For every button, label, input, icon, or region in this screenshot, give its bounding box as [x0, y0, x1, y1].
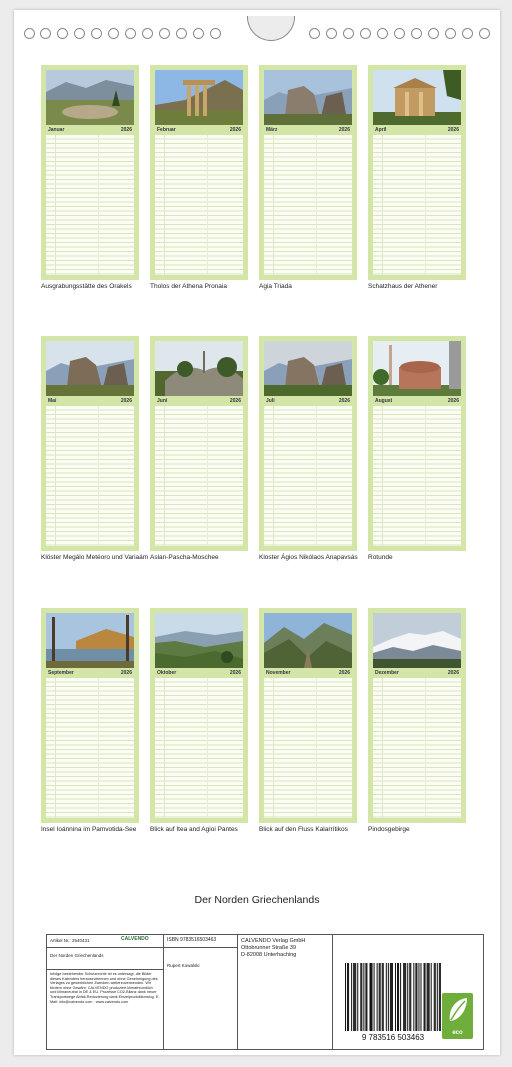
month-year: 2026: [229, 127, 241, 133]
calendar-sheet: [14, 10, 500, 1055]
divider: [47, 969, 163, 970]
month-photo: [46, 341, 134, 396]
photo-caption: Agia Triada: [259, 283, 292, 290]
month-photo-image: [46, 70, 134, 125]
photo-caption: Pindosgebirge: [368, 826, 410, 833]
month-year: 2026: [229, 398, 241, 404]
month-year: 2026: [120, 398, 132, 404]
photo-caption: Blick auf Itea and Agioi Pantes: [150, 826, 238, 833]
photo-caption: Ausgrabungsstätte des Orakels: [41, 283, 132, 290]
month-page: [41, 65, 139, 280]
month-header: [155, 669, 243, 677]
month-page: [150, 608, 248, 823]
month-name: Februar: [157, 127, 176, 133]
barcode-bar: [416, 963, 417, 1031]
month-photo-image: [155, 70, 243, 125]
barcode-bar: [403, 963, 404, 1031]
barcode-bar: [357, 963, 358, 1031]
barcode-bar: [398, 963, 399, 1031]
barcode-bar: [383, 963, 384, 1031]
barcode-bar: [424, 963, 425, 1031]
barcode-bar: [361, 963, 362, 1031]
month-header: [155, 397, 243, 405]
barcode-bar: [434, 963, 435, 1031]
binding-hole: [125, 28, 136, 39]
day-grid: [264, 678, 352, 818]
binding-hole: [309, 28, 320, 39]
barcode-bar: [425, 963, 426, 1031]
month-header: [373, 669, 461, 677]
month-year: 2026: [338, 398, 350, 404]
month-header: [373, 126, 461, 134]
binding-hole: [326, 28, 337, 39]
binding-hole: [210, 28, 221, 39]
leaf-icon: [442, 993, 473, 1027]
day-grid: [264, 135, 352, 275]
month-photo-image: [373, 70, 461, 125]
photo-caption: Aslan-Pascha-Moschee: [150, 554, 219, 561]
month-page: [259, 608, 357, 823]
barcode-bar: [354, 963, 355, 1031]
month-header: [46, 669, 134, 677]
day-grid: [46, 678, 134, 818]
photo-caption: Insel Ioánnina im Pamvotida-See: [41, 826, 137, 833]
barcode-bar: [366, 963, 367, 1031]
barcode-bar: [347, 963, 348, 1031]
month-year: 2026: [338, 670, 350, 676]
barcode-bar: [360, 963, 361, 1031]
day-grid: [373, 406, 461, 546]
month-photo-image: [46, 341, 134, 396]
month-name: März: [266, 127, 278, 133]
product-info-box: [46, 934, 484, 1050]
binding-hole: [479, 28, 490, 39]
month-page: [259, 65, 357, 280]
binding-hole: [142, 28, 153, 39]
binding-hole: [108, 28, 119, 39]
binding-hole: [176, 28, 187, 39]
binding-hole: [74, 28, 85, 39]
month-name: Juli: [266, 398, 275, 404]
binding-hole: [343, 28, 354, 39]
binding-hole: [159, 28, 170, 39]
month-year: 2026: [120, 670, 132, 676]
month-year: 2026: [447, 398, 459, 404]
barcode-bar: [372, 963, 373, 1031]
month-page: [150, 336, 248, 551]
month-photo-image: [373, 613, 461, 668]
barcode-bar: [371, 963, 372, 1031]
day-grid: [46, 406, 134, 546]
barcode-bar: [404, 963, 405, 1031]
barcode-bar: [386, 963, 387, 1031]
month-name: Juni: [157, 398, 168, 404]
day-grid: [46, 135, 134, 275]
barcode-bar: [355, 963, 356, 1031]
isbn-barcode: [339, 961, 447, 1043]
calvendo-logo: CALVENDO: [121, 936, 149, 942]
barcode-bar: [369, 963, 370, 1031]
month-photo-image: [373, 341, 461, 396]
barcode-bar: [409, 963, 410, 1031]
binding-hole: [193, 28, 204, 39]
month-photo-image: [264, 70, 352, 125]
month-header: [264, 669, 352, 677]
binding-hole: [91, 28, 102, 39]
month-photo-image: [264, 341, 352, 396]
month-page: [150, 65, 248, 280]
binding-hole: [40, 28, 51, 39]
photo-caption: Klöster Megálo Metéoro und Variaám: [41, 554, 149, 561]
barcode-bar: [351, 963, 352, 1031]
month-header: [264, 397, 352, 405]
divider: [163, 935, 164, 1049]
month-photo: [264, 70, 352, 125]
barcode-bar: [353, 963, 354, 1031]
divider: [163, 947, 237, 948]
barcode-bar: [428, 963, 429, 1031]
barcode-bar: [437, 963, 438, 1031]
barcode-bar: [397, 963, 398, 1031]
month-page: [259, 336, 357, 551]
barcode-number: 9 783516 503463: [361, 1033, 425, 1042]
month-year: 2026: [229, 670, 241, 676]
day-grid: [373, 135, 461, 275]
month-photo-image: [264, 613, 352, 668]
barcode-bar: [390, 963, 391, 1031]
barcode-bar: [407, 963, 408, 1031]
barcode-bar: [392, 963, 393, 1031]
month-photo: [155, 613, 243, 668]
binding-hole: [57, 28, 68, 39]
month-photo: [373, 70, 461, 125]
binding-hole: [428, 28, 439, 39]
barcode-bar: [391, 963, 392, 1031]
month-photo-image: [155, 613, 243, 668]
photo-caption: Schatzhaus der Athener: [368, 283, 438, 290]
binding-hole: [377, 28, 388, 39]
barcode-bar: [415, 963, 416, 1031]
month-photo: [46, 613, 134, 668]
binding-hole: [24, 28, 35, 39]
barcode-bar: [427, 963, 428, 1031]
month-year: 2026: [338, 127, 350, 133]
barcode-bar: [379, 963, 380, 1031]
barcode-bar: [431, 963, 432, 1031]
month-header: [264, 126, 352, 134]
month-photo: [155, 341, 243, 396]
month-page: [41, 336, 139, 551]
month-header: [46, 397, 134, 405]
barcode-bar: [388, 963, 389, 1031]
barcode-bar: [413, 963, 414, 1031]
publisher-street: Ottobrunner Straße 39: [241, 945, 297, 951]
month-name: Januar: [48, 127, 65, 133]
article-number: Artikel Nr.: 2540431: [50, 938, 90, 943]
month-photo: [264, 341, 352, 396]
publisher-name: CALVENDO Verlag GmbH: [241, 938, 306, 944]
month-page: [368, 608, 466, 823]
divider: [237, 935, 238, 1049]
month-photo-image: [155, 341, 243, 396]
barcode-bar: [345, 963, 346, 1031]
month-photo: [46, 70, 134, 125]
month-year: 2026: [447, 127, 459, 133]
month-name: August: [375, 398, 393, 404]
month-name: Dezember: [375, 670, 399, 676]
month-name: September: [48, 670, 74, 676]
barcode-bar: [374, 963, 375, 1031]
divider: [47, 947, 163, 948]
month-header: [373, 397, 461, 405]
month-photo: [373, 613, 461, 668]
day-grid: [155, 678, 243, 818]
eco-label: eco: [452, 1030, 463, 1036]
barcode-bar: [348, 963, 349, 1031]
photo-caption: Tholos der Athena Pronaia: [150, 283, 227, 290]
barcode-bar: [400, 963, 401, 1031]
author: Rupert Kowalski: [167, 963, 200, 968]
barcode-bar: [363, 963, 364, 1031]
binding-hole: [462, 28, 473, 39]
month-photo-image: [46, 613, 134, 668]
month-name: Oktober: [157, 670, 177, 676]
divider: [332, 935, 333, 1049]
publisher-city: D-82008 Unterhaching: [241, 952, 297, 958]
month-photo: [373, 341, 461, 396]
product-title: Der Norden Griechenlands: [50, 953, 104, 958]
barcode-bar: [418, 963, 419, 1031]
binding-hole: [394, 28, 405, 39]
day-grid: [155, 135, 243, 275]
month-photo: [155, 70, 243, 125]
barcode-bar: [405, 963, 406, 1031]
month-photo: [264, 613, 352, 668]
day-grid: [373, 678, 461, 818]
photo-caption: Rotunde: [368, 554, 393, 561]
barcode-bar: [440, 963, 441, 1031]
calendar-title: Der Norden Griechenlands: [194, 894, 320, 906]
binding-hole: [445, 28, 456, 39]
legal-notice: Infolge bestehender Schutzrechte ist es untersagt, die Bilder dieses Kalenders herauszutrennen und ohne Genehmigung des Verlages zu gewerblichen Zwecken weiterzuverwenden. Wir fördern ohne Gewähr. CALVENDO produziert klimafreundlich und klimaneutral in DE & EU. Prozesse CO2-Bilanz dank neuer Transportwege Abfall-Reduzierung dank Einzelproduktionslog. E-Mail: info@calvendo.com · www.calvendo.com: [50, 972, 160, 1004]
month-page: [368, 65, 466, 280]
barcode-bar: [410, 963, 411, 1031]
barcode-bar: [380, 963, 381, 1031]
binding-hole: [360, 28, 371, 39]
month-header: [46, 126, 134, 134]
isbn: ISBN 9783516503463: [167, 937, 217, 943]
month-page: [368, 336, 466, 551]
barcode-bar: [420, 963, 421, 1031]
day-grid: [155, 406, 243, 546]
month-header: [155, 126, 243, 134]
month-page: [41, 608, 139, 823]
barcode-bar: [395, 963, 396, 1031]
binding-hole: [411, 28, 422, 39]
month-name: November: [266, 670, 291, 676]
photo-caption: Kloster Ágios Nikólaos Anapavsás: [259, 554, 358, 561]
barcode-bar: [382, 963, 383, 1031]
photo-caption: Blick auf den Fluss Kalarrítikos: [259, 826, 348, 833]
barcode-bar: [365, 963, 366, 1031]
barcode-bar: [377, 963, 378, 1031]
barcode-bar: [439, 963, 440, 1031]
barcode-bar: [429, 963, 430, 1031]
month-year: 2026: [120, 127, 132, 133]
day-grid: [264, 406, 352, 546]
barcode-bar: [435, 963, 436, 1031]
month-name: Mai: [48, 398, 57, 404]
eco-badge: [442, 993, 473, 1039]
month-year: 2026: [447, 670, 459, 676]
month-name: April: [375, 127, 387, 133]
